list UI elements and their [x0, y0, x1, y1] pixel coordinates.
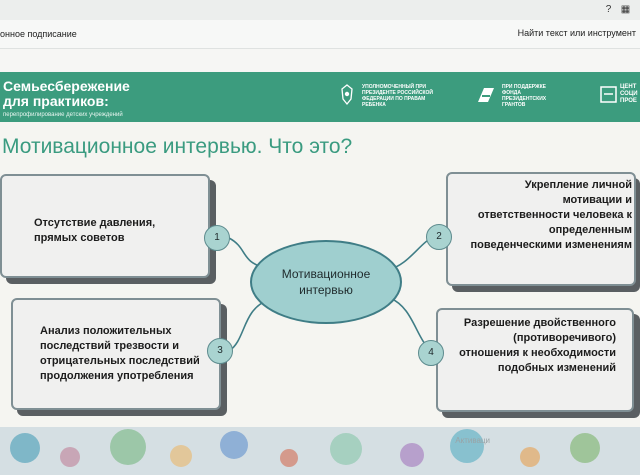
- apps-grid-icon[interactable]: ▦: [620, 4, 631, 15]
- decor-dot: [520, 447, 540, 467]
- decor-dot: [110, 429, 146, 465]
- toolbar: [0, 20, 640, 49]
- number-badge-4: 4: [418, 340, 444, 366]
- number-badge-2: 2: [426, 224, 452, 250]
- card-4-text: Разрешение двойственного (противоречивого) отношения к необходимости подобных изменений: [459, 317, 616, 374]
- banner-subtitle: перепрофилирование детских учреждений: [3, 112, 123, 118]
- activation-watermark: Активаци: [455, 436, 490, 445]
- top-strip: [0, 0, 640, 21]
- card-3-text: Анализ положительных последствий трезвости и отрицательных последствий продолжения употребления: [40, 325, 200, 382]
- bottom-decoration: [0, 427, 640, 475]
- banner-title-line1: Семьесбережение: [3, 78, 130, 94]
- decor-dot: [450, 429, 484, 463]
- decor-dot: [400, 443, 424, 467]
- number-badge-3: 3: [207, 338, 233, 364]
- slide-title: Мотивационное интервью. Что это?: [2, 135, 353, 158]
- decor-dot: [280, 449, 298, 467]
- help-icon[interactable]: ?: [605, 4, 612, 15]
- sign-tool-label[interactable]: онное подписание: [0, 29, 77, 39]
- decor-dot: [60, 447, 80, 467]
- decor-dot: [170, 445, 192, 467]
- card-2-text: Укрепление личной мотивации и ответственности человека к определенным поведенческими изменениям: [470, 179, 632, 251]
- partner-center: ЦЕНТ СОЦИ ПРОЕ: [620, 84, 638, 104]
- slide: [0, 72, 640, 475]
- partner-ombudsman: УПОЛНОМОЧЕННЫЙ ПРИ ПРЕЗИДЕНТЕ РОССИЙСКОЙ ФЕДЕРАЦИИ ПО ПРАВАМ РЕБЕНКА: [362, 84, 433, 108]
- center-label: Мотивационное интервью: [281, 267, 371, 297]
- number-badge-1: 1: [204, 225, 230, 251]
- decor-dot: [10, 433, 40, 463]
- banner-title-line2: для практиков:: [3, 93, 109, 109]
- find-tool-button[interactable]: Найти текст или инструмент: [517, 28, 636, 38]
- partner-grant-fund: ПРИ ПОДДЕРЖКЕ ФОНДА ПРЕЗИДЕНТСКИХ ГРАНТОВ: [502, 84, 547, 108]
- decor-dot: [570, 433, 600, 463]
- decor-dot: [330, 433, 362, 465]
- decor-dot: [220, 431, 248, 459]
- card-1-text: Отсутствие давления, прямых советов: [34, 217, 156, 244]
